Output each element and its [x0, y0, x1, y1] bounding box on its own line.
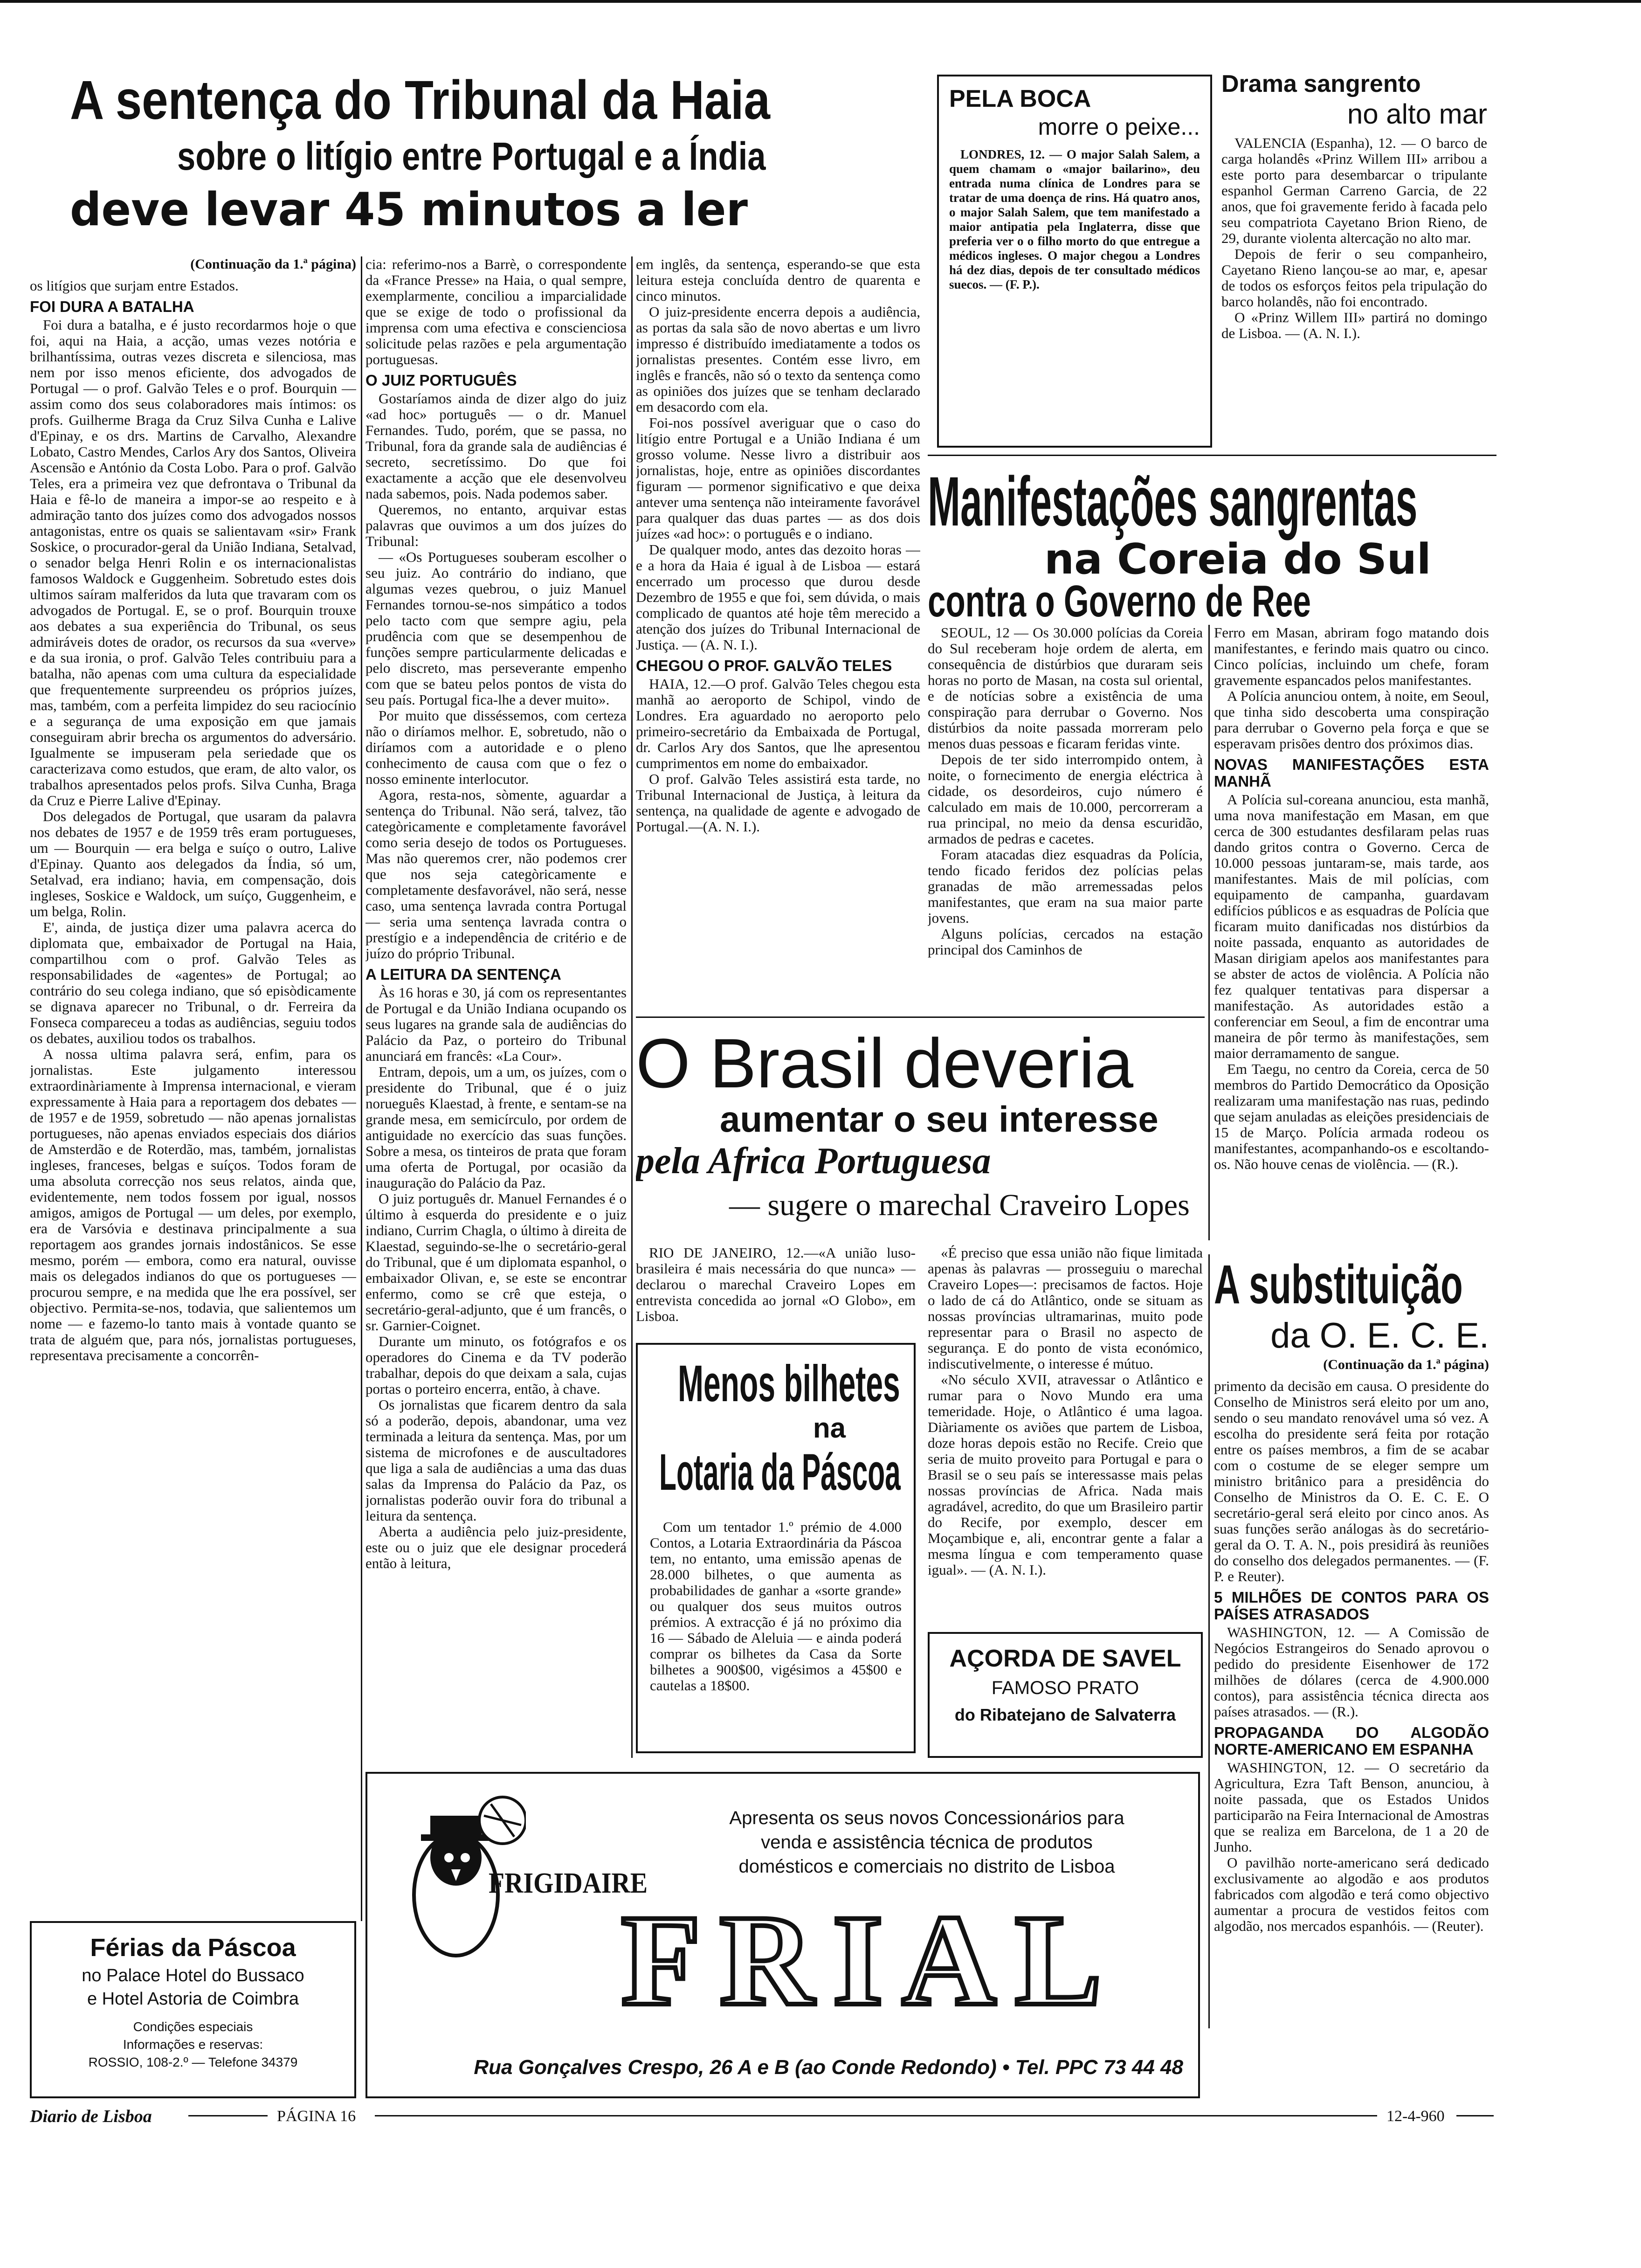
column-rule [631, 256, 633, 1758]
paragraph: «É preciso que essa união não fique limitada apenas às palavras — prosseguiu o marechal Craveiro Lopes—: precisamos de factos. Hoje o lado de cá do Atlântico, onde se situam as nossas províncias ultramarinas, muito pode representar para o Brasil no aspecto de segurança. E do ponto de vista económico, indiscutivelmente, o interesse é mútuo. [928, 1245, 1203, 1372]
coreia-headline [928, 466, 1496, 620]
paragraph: WASHINGTON, 12. — A Comissão de Negócios Estrangeiros do Senado aprovou o pedido do presidente Eisenhower de 172 milhões de dólares (cerca de 4.900.000 contos), para assistência técnica directa aos países atrasados. — (R.). [1214, 1624, 1489, 1720]
oece-headline-1: A substituição [1214, 1254, 1463, 1315]
paragraph: SEOUL, 12 — Os 30.000 polícias da Coreia do Sul receberam hoje ordem de alerta, em consequência de distúrbios que duraram seis horas no porto de Masan, na costa sul oriental, e de notícias sobre a existência de uma conspiração para derrubar o Governo. Nos distúrbios da noite passada morreram pelo menos duas pessoas e ficaram feridas vinte. [928, 625, 1203, 752]
footer-rule [375, 2115, 1377, 2116]
ferias-line-4: Informações e reservas: [123, 2037, 263, 2052]
drama-sangrento-article [1221, 70, 1487, 443]
main-headline-line3: deve levar 45 minutos a ler [70, 183, 748, 236]
savel-ad [928, 1632, 1203, 1758]
paragraph: cia: referimo-nos a Barrè, o correspondente da «France Presse» na Haia, o qual sempre, exemplarmente, conciliou a imparcialidade que se exige de todo o profissional da imprensa com uma efectiva e conscienciosa solicitude pelas razões e pela argumentação portuguesas. [365, 256, 627, 367]
paragraph: Gostaríamos ainda de dizer algo do juiz «ad hoc» português — o dr. Manuel Fernandes. Tudo, porém, que se passa, no Tribunal, fora da grande sala de audiências é secreto, secretíssimo. Do que foi exactamente a acção que ele desenvolveu nada sabemos, pois. Nada podemos saber. [365, 390, 627, 502]
paragraph: O prof. Galvão Teles assistirá esta tarde, no Tribunal Internacional de Justiça, à leitura da sentença, na qualidade de agente e advogado de Portugal.—(A. N. I.). [636, 771, 920, 835]
frial-brand: FRIAL [621, 1888, 1121, 2033]
subheading: O JUIZ PORTUGUÊS [365, 372, 517, 389]
continuation-note: (Continuação da 1.ª página) [1323, 1357, 1489, 1372]
paragraph: Agora, resta-nos, sòmente, aguardar a sentença do Tribunal. Não será, talvez, tão categòricamente e completamente favorável como seria desejo de todos os Portugueses. Mas não queremos crer, não podemos crer que nos seja categòricamente e completamente desfavorável, não será, nesse caso, uma sentença lavrada contra Portugal — seria uma sentença lavrada contra o prestígio e a independência de critério e de juízo do próprio Tribunal. [365, 787, 627, 961]
paragraph: Por muito que disséssemos, com certeza não o diríamos melhor. E, sobretudo, não o diríamos com a autoridade e o pleno conhecimento de causa com que o fez o nosso eminente interlocutor. [365, 707, 627, 787]
article-col-3 [636, 256, 920, 1012]
ferias-ad [30, 1921, 356, 2098]
paragraph: A Polícia anunciou ontem, à noite, em Seoul, que tinha sido descoberta uma conspiração para derrubar o Governo pela força e que se esperavam prisões dentro dos próximos dias. [1214, 688, 1489, 752]
frial-address: Rua Gonçalves Crespo, 26 A e B (ao Conde Redondo) • Tel. PPC 73 44 48 [474, 2056, 1183, 2079]
coreia-col-a [928, 625, 1203, 975]
brasil-quote [928, 1245, 1203, 1674]
paragraph: Queremos, no entanto, arquivar estas palavras que ouvimos a um dos juízes do Tribunal: [365, 501, 627, 549]
main-headline-line2: sobre o litígio entre Portugal e a Índia [177, 134, 766, 178]
paragraph: O juiz português dr. Manuel Fernandes é o último à esquerda do presidente e o juiz indiano, Currim Chagla, o último à direita de Klaestad, seguindo-se-lhe o secretário-geral do Tribunal, que é um diplomata espanhol, o embaixador Olivan, e, se este se encontrar enfermo, como se crê que esteja, o secretário-geral-adjunto, que é um francês, o sr. Garnier-Coignet. [365, 1190, 627, 1334]
ferias-line-5: ROSSIO, 108-2.º — Telefone 34379 [88, 2055, 298, 2069]
savel-line-1: AÇORDA DE SAVEL [949, 1645, 1181, 1672]
paragraph: A Polícia sul-coreana anunciou, esta manhã, uma nova manifestação em Masan, em que cerca de 300 estudantes desfilaram pelas ruas dando gritos contra o Governo. Cerca de 10.000 pessoas juntaram-se, mais tarde, aos manifestantes. Mais de mil polícias, com equipamento de campanha, guardavam edifícios públicos e as esquadras de Polícia que ficaram muito danificadas nos distúrbios da noite passada, enquanto as autoridades de Masan dirigiam apelos aos manifestantes para se abster de actos de violência. A Polícia não fez qualquer tentativas para dispersar a manifestação. As autoridades estão a conferenciar em Seoul, a fim de encontrar uma maneira de pôr termo às manifestações, sem maior derramamento de sangue. [1214, 791, 1489, 1061]
paragraph: O «Prinz Willem III» partirá no domingo de Lisboa. — (A. N. I.). [1221, 309, 1487, 341]
page-footer [30, 2103, 1494, 2131]
paragraph: O pavilhão norte-americano será dedicado exclusivamente ao algodão e aos produtos fabricados com algodão e terá como objectivo aumentar a procura de vestidos feitos com algodão, nos mercados espanhóis. — (Reuter). [1214, 1854, 1489, 1934]
footer-page: PÁGINA 16 [277, 2108, 356, 2125]
oece-article [1214, 1254, 1489, 2028]
frial-ad [365, 1772, 1200, 2098]
paragraph: Durante um minuto, os fotógrafos e os operadores do Cinema e da TV poderão trabalhar, depois do que deixam a sala, cujas portas o porteiro encerra, então, à chave. [365, 1333, 627, 1397]
column-rule [1208, 1254, 1210, 2028]
lotaria-body: Com um tentador 1.º prémio de 4.000 Contos, a Lotaria Extraordinária da Páscoa tem, no entanto, uma emissão apenas de 28.000 bilhetes, o que aumenta as probabilidades de ganhar a «sorte grande» ou qualquer dos seus muitos outros prémios. A extracção é já no próximo dia 16 — Sábado de Aleluia — e ainda poderá comprar os bilhetes da Casa da Sorte bilhetes a 900$00, vigésimos a 45$00 e cautelas a 18$00. [650, 1519, 902, 1694]
drama-body [1221, 135, 1487, 341]
paragraph: E', ainda, de justiça dizer uma palavra acerca do diplomata que, embaixador de Portugal na Haia, compartilhou com o prof. Galvão Teles as responsabilidades de «agentes» de Portugal; ao contrário do seu colega indiano, que só episòdicamente se dignava aparecer no Tribunal, o dr. Ferreira da Fonseca compareceu a todas as audiências, seguiu todos os debates, auxiliou todos os trabalhos. [30, 919, 356, 1046]
column-rule [361, 256, 362, 1921]
paragraph: Dos delegados de Portugal, que usaram da palavra nos debates de 1957 e de 1959 três eram portugueses, um — Bourquin — era belga e suíço o outro, Lalive d'Epinay. Quanto aos delegados da Índia, só um, Setalvad, era indiano; havia, em compensação, dois ingleses, Soskice e Waldock, um suíço, Guggenheim, e um belga, Rolin. [30, 808, 356, 920]
brasil-headline-3: pela Africa Portuguesa [636, 1141, 991, 1182]
lotaria-headline-2: na [813, 1412, 846, 1444]
main-headline [70, 70, 923, 247]
paragraph: Aberta a audiência pelo juiz-presidente, este ou o juiz que ele designar procederá então à leitura, [365, 1523, 627, 1571]
paragraph: Ferro em Masan, abriram fogo matando dois manifestantes, e ferindo mais quatro ou cinco. Cinco polícias, incluindo um chefe, foram gravemente espancados pelos manifestantes. [1214, 625, 1489, 688]
brasil-lead [636, 1245, 916, 1324]
drama-title: Drama sangrento [1221, 70, 1421, 97]
paragraph: A nossa ultima palavra será, enfim, para os jornalistas. Este julgamento interessou extraordinàriamente à Imprensa internacional, e vieram expressamente à Haia para a reportagem dos debates — de 1957 e de 1959, sobretudo — não apenas jornalistas portugueses, não apenas enviados especiais dos diários de Amsterdão e de Roterdão, mas, também, jornalistas ingleses, franceses, belgas e suíços. Todos foram de uma absoluta correcção nos seus relatos, ainda que, evidentemente, nem todos fossem por igual, nossos amigos, amigos de Portugal — um deles, por exemplo, era de Varsóvia e destinava principalmente a sua reportagem aos grandes jornais indostânicos. Se esse mesmo, porém — embora, como era natural, ouvisse mais os delegados indianos do que os portugueses — procurou sempre, e na medida que lhe era possível, ser objectivo. Permita-se-nos, todavia, que salientemos um nome — e fazemo-lo tanto mais à vontade quanto se trata de alguém que, para nós, jornalistas portugueses, representava precisamente a concorrên- [30, 1046, 356, 1363]
brasil-headline-1: O Brasil deveria [636, 1026, 1134, 1102]
coreia-col-b [1214, 625, 1489, 1240]
brasil-headline [636, 1026, 1205, 1240]
ferias-title: Férias da Páscoa [90, 1934, 296, 1962]
savel-line-3: do Ribatejano de Salvaterra [954, 1705, 1176, 1724]
paragraph: Entram, depois, um a um, os juízes, com o presidente do Tribunal, que é o juiz norueguês Klaestad, à frente, e sentam-se na grande mesa, em semicírculo, por ordem de antiguidade no exercício das suas funções. Sobre a mesa, os tinteiros de prata que foram uma oferta de Portugal, por ocasião da inauguração do Palácio da Paz. [365, 1064, 627, 1191]
paragraph: Foram atacadas diez esquadras da Polícia, tendo ficado feridos dez polícias pelas granadas de mão arremessadas pelos manifestantes, que eram na sua maior parte jovens. [928, 846, 1203, 926]
subheading: 5 MILHÕES DE CONTOS PARA OS PAÍSES ATRASADOS [1214, 1589, 1489, 1623]
paragraph: RIO DE JANEIRO, 12.—«A união luso-brasileira é mais necessária do que nunca» — declarou o marechal Craveiro Lopes em entrevista concedida ao jornal «O Globo», em Lisboa. [636, 1245, 916, 1324]
paragraph: Alguns polícias, cercados na estação principal dos Caminhos de [928, 926, 1203, 958]
ferias-line-2: e Hotel Astoria de Coimbra [87, 1989, 299, 2009]
paragraph: em inglês, da sentença, esperando-se que esta leitura esteja concluída dentro de quarenta e cinco minutos. [636, 256, 920, 304]
frial-text-3: domésticos e comerciais no distrito de Lisboa [738, 1856, 1115, 1877]
coreia-headline-1: Manifestações sangrentas [928, 466, 1418, 540]
brasil-headline-4: — sugere o marechal Craveiro Lopes [729, 1188, 1190, 1222]
paragraph: Foi dura a batalha, e é justo recordarmos hoje o que foi, aqui na Haia, a acção, umas vezes notória e brilhantíssima, outras vezes discreta e silenciosa, mas nem por isso menos eficiente, dos advogados de Portugal — o prof. Galvão Teles e o prof. Bourquin — assim como dos seus colaboradores mais íntimos: os profs. Guilherme Braga da Cruz Silva Cunha e Lalive d'Epinay, e os drs. Martins de Carvalho, Alexandre Lobato, Castro Mendes, Carlos Ary dos Santos, Oliveira Ascensão e António da Costa Lobo. Para o prof. Galvão Teles, era a primeira vez que defrontava o Tribunal da Haia e fê-lo de maneira a impor-se ao respeito e à admiração tanto dos juízes como dos advogados nossos antagonistas, entre os quais se salientavam «sir» Frank Soskice, o procurador-geral da União Indiana, Setalvad, o senador belga Henri Rolin e os internacionalistas famosos Waldock e Guggenheim. Sobretudo estes dois ultimos saíram malferidos da luta que travaram com os advogados de Portugal. E, se o prof. Bourquin trouxe aos debates a sua experiência do Tribunal, os seus admiráveis dotes de orador, os recursos da sua «verve» e da sua ironia, o prof. Galvão Teles contribuiu para a batalha, não apenas com uma cultura da especialidade que frequentemente surpreendeu os próprios juízes, mas, também, com a perfeita limpidez do seu raciocínio e a segurança de uma exposição em que jamais conseguiram abrir brecha os argumentos do adversário. Igualmente se impuseram pela seriedade que os caracterizava como estudos, que eram, de alto valor, os trabalhos apresentados pelos profs. Silva Cunha, Braga da Cruz e Pierre Lalive d'Epinay. [30, 317, 356, 809]
paragraph: Foi-nos possível averiguar que o caso do litígio entre Portugal e a União Indiana é um grosso volume. Nesse livro a distribuir aos jornalistas, hoje, entre as opiniões discordantes figuram — pormenor significativo e que deixa antever uma sentença não inteiramente favorável para qualquer das duas partes — as dos dois juízes «ad hoc»: o português e o indiano. [636, 415, 920, 542]
savel-line-2: FAMOSO PRATO [991, 1678, 1139, 1698]
paragraph: primento da decisão em causa. O presidente do Conselho de Ministros será eleito por um ano, sendo o seu mandato renovável uma só vez. A escolha do presidente será feita por rotação entre os países membros, a fim de se acabar com o costume de se eleger sempre um ministro britânico para a presidência do Conselho de Ministros da O. E. C. E. O secretário-geral será eleito por cinco anos. As suas funções serão análogas às do secretário-geral da O. T. A. N., pois presidirá às reuniões do conselho dos delegados permanentes. — (F. P. e Reuter). [1214, 1378, 1489, 1584]
subheading: CHEGOU O PROF. GALVÃO TELES [636, 657, 892, 674]
paragraph: os litígios que surjam entre Estados. [30, 277, 239, 294]
paragraph: Às 16 horas e 30, já com os representantes de Portugal e da União Indiana ocupando os seus lugares na grande sala de audiências do Palácio da Paz, o porteiro do Tribunal anunciará em francês: «La Cour». [365, 984, 627, 1064]
subheading: FOI DURA A BATALHA [30, 298, 194, 315]
paragraph: VALENCIA (Espanha), 12. — O barco de carga holandês «Prinz Willem III» arribou a este porto para desembarcar o tripulante espanhol German Carreno Garcia, de 22 anos, que foi gravemente ferido à facada pelo seu compatriota Cayetano Brion Rieno, de 29, durante violenta altercação no alto mar. [1221, 135, 1487, 246]
section-rule [928, 455, 1496, 456]
brasil-headline-2: aumentar o seu interesse [720, 1099, 1158, 1140]
paragraph: «No século XVII, atravessar o Atlântico e rumar para o Novo Mundo era uma temeridade. Hoje, o Atlântico é uma lagoa. Diàriamente os aviões que partem de Lisboa, doze horas depois estão no Recife. Creio que seria de muito proveito para Portugal e para o Brasil se o seu país se interessasse mais pelas nossas províncias de Africa. Nada mais agradável, acredito, do que um Brasileiro partir do Recife, por exemplo, descer em Moçambique e, ali, encontrar gente a falar a mesma língua e com temperamento quase igual». — (A. N. I.). [928, 1371, 1203, 1578]
footer-date: 12-4-960 [1386, 2108, 1445, 2125]
article-col-1 [30, 256, 356, 1907]
subheading: NOVAS MANIFESTAÇÕES ESTA MANHÃ [1214, 756, 1489, 790]
lotaria-headline-3: Lotaria da Páscoa [659, 1444, 901, 1501]
top-rule [0, 0, 1641, 3]
column-rule [1208, 625, 1210, 1240]
paragraph: Depois de ferir o seu companheiro, Cayetano Rieno lançou-se ao mar, e, apesar de todos os esforços feitos pela tripulação do barco holandês, não foi encontrado. [1221, 246, 1487, 310]
frigidaire-badge: FRIGIDAIRE [489, 1867, 648, 1899]
footer-rule [1456, 2115, 1494, 2116]
subheading: PROPAGANDA DO ALGODÃO NORTE-AMERICANO EM ESPANHA [1214, 1724, 1489, 1758]
coreia-headline-3: contra o Governo de Ree [928, 576, 1311, 620]
section-rule [636, 1016, 1205, 1018]
oece-headline-2: da O. E. C. E. [1270, 1316, 1489, 1355]
article-col-2 [365, 256, 627, 1758]
drama-subtitle: no alto mar [1347, 98, 1487, 130]
paragraph: WASHINGTON, 12. — O secretário da Agricultura, Ezra Taft Benson, anunciou, à noite passada, que os Estados Unidos participarão na Feira Internacional de Amostras que se realiza em Barcelona, de 1 a 20 de Junho. [1214, 1759, 1489, 1855]
continuation-note: (Continuação da 1.ª página) [190, 256, 356, 272]
paragraph: De qualquer modo, antes das dezoito horas — e a hora da Haia é igual à de Lisboa — estará encerrado um processo que durou desde Dezembro de 1955 e que foi, sem dúvida, o mais complicado de quantos até hoje têm merecido a atenção dos juízes do Tribunal Internacional de Justiça. — (A. N. I.). [636, 541, 920, 653]
paragraph: Em Taegu, no centro da Coreia, cerca de 50 membros do Partido Democrático da Oposição realizaram uma manifestação nas ruas, pedindo que sejam anuladas as eleições presidenciais de 15 de Março. Polícia armada rodeou os manifestantes, acompanhando-os e escoltando-os. Não houve cenas de violência. — (R.). [1214, 1061, 1489, 1172]
pela-boca-box [937, 75, 1212, 448]
footer-paper: Diario de Lisboa [30, 2107, 152, 2126]
ferias-line-1: no Palace Hotel do Bussaco [82, 1966, 304, 1985]
pela-boca-subtitle: morre o peixe... [1038, 114, 1200, 140]
pela-boca-title: PELA BOCA [949, 85, 1091, 112]
coreia-headline-2: na Coreia do Sul [1044, 535, 1431, 584]
paragraph: Os jornalistas que ficarem dentro da sala só a poderão, depois, abandonar, uma vez terminada a leitura da sentença. Mas, por um sistema de microfones e de auscultadores que liga a sala de audiências a uma das duas salas da Imprensa do Palácio da Paz, os jornalistas poderão ouvir fora do tribunal a leitura da sentença. [365, 1397, 627, 1524]
paragraph: HAIA, 12.—O prof. Galvão Teles chegou esta manhã ao aeroporto de Schipol, vindo de Londres. Era aguardado no aeroporto pelo primeiro-secretário da Embaixada de Portugal, dr. Carlos Ary dos Santos, que lhe apresentou cumprimentos em nome do embaixador. [636, 676, 920, 771]
pela-boca-body: LONDRES, 12. — O major Salah Salem, a quem chamam o «major bailarino», deu entrada numa clínica de Londres para se tratar de uma doença de rins. Há quatro anos, o major Salah Salem, que tem manifestado a maior antipatia pela Inglaterra, disse que preferia ver o o filho morto do que entregue a médicos ingleses. O major chegou a Londres há dez dias, depois de ter consultado médicos suecos. — (F. P.). [949, 147, 1200, 291]
oece-body [1214, 1378, 1489, 1934]
lotaria-box [636, 1343, 916, 1753]
subheading: A LEITURA DA SENTENÇA [365, 966, 561, 983]
main-headline-line1: A sentença do Tribunal da Haia [70, 70, 770, 131]
paragraph: — «Os Portugueses souberam escolher o seu juiz. Ao contrário do indiano, que algumas vezes quebrou, o juiz Manuel Fernandes tornou-se-nos simpático a todos pelo tacto com que sempre agiu, pela prudência com que se desempenhou de funções sempre particularmente delicadas e pelo discreto, mas perseverante empenho com que se bateu pelos pontos de vista do seu país. Portugal fica-lhe a dever muito». [365, 549, 627, 708]
ferias-line-3: Condições especiais [133, 2019, 253, 2034]
lotaria-headline-1: Menos bilhetes [678, 1355, 900, 1412]
frial-text-2: venda e assistência técnica de produtos [761, 1832, 1093, 1853]
footer-rule [188, 2115, 268, 2116]
frial-text-1: Apresenta os seus novos Concessionários para [729, 1808, 1124, 1828]
paragraph: O juiz-presidente encerra depois a audiência, as portas da sala são de novo abertas e um livro impresso é distribuído imediatamente a todos os jornalistas presentes. Contém esse livro, em inglês e francês, não só o texto da sentença como as opiniões dos juízes que se tenham declarado em desacordo com ela. [636, 304, 920, 415]
paragraph: Depois de ter sido interrompido ontem, à noite, o fornecimento de energia eléctrica à cidade, os desordeiros, cujo número é calculado em mais de 10.000, percorreram a rua principal, no meio da densa escuridão, armados de pedras e cacetes. [928, 751, 1203, 847]
